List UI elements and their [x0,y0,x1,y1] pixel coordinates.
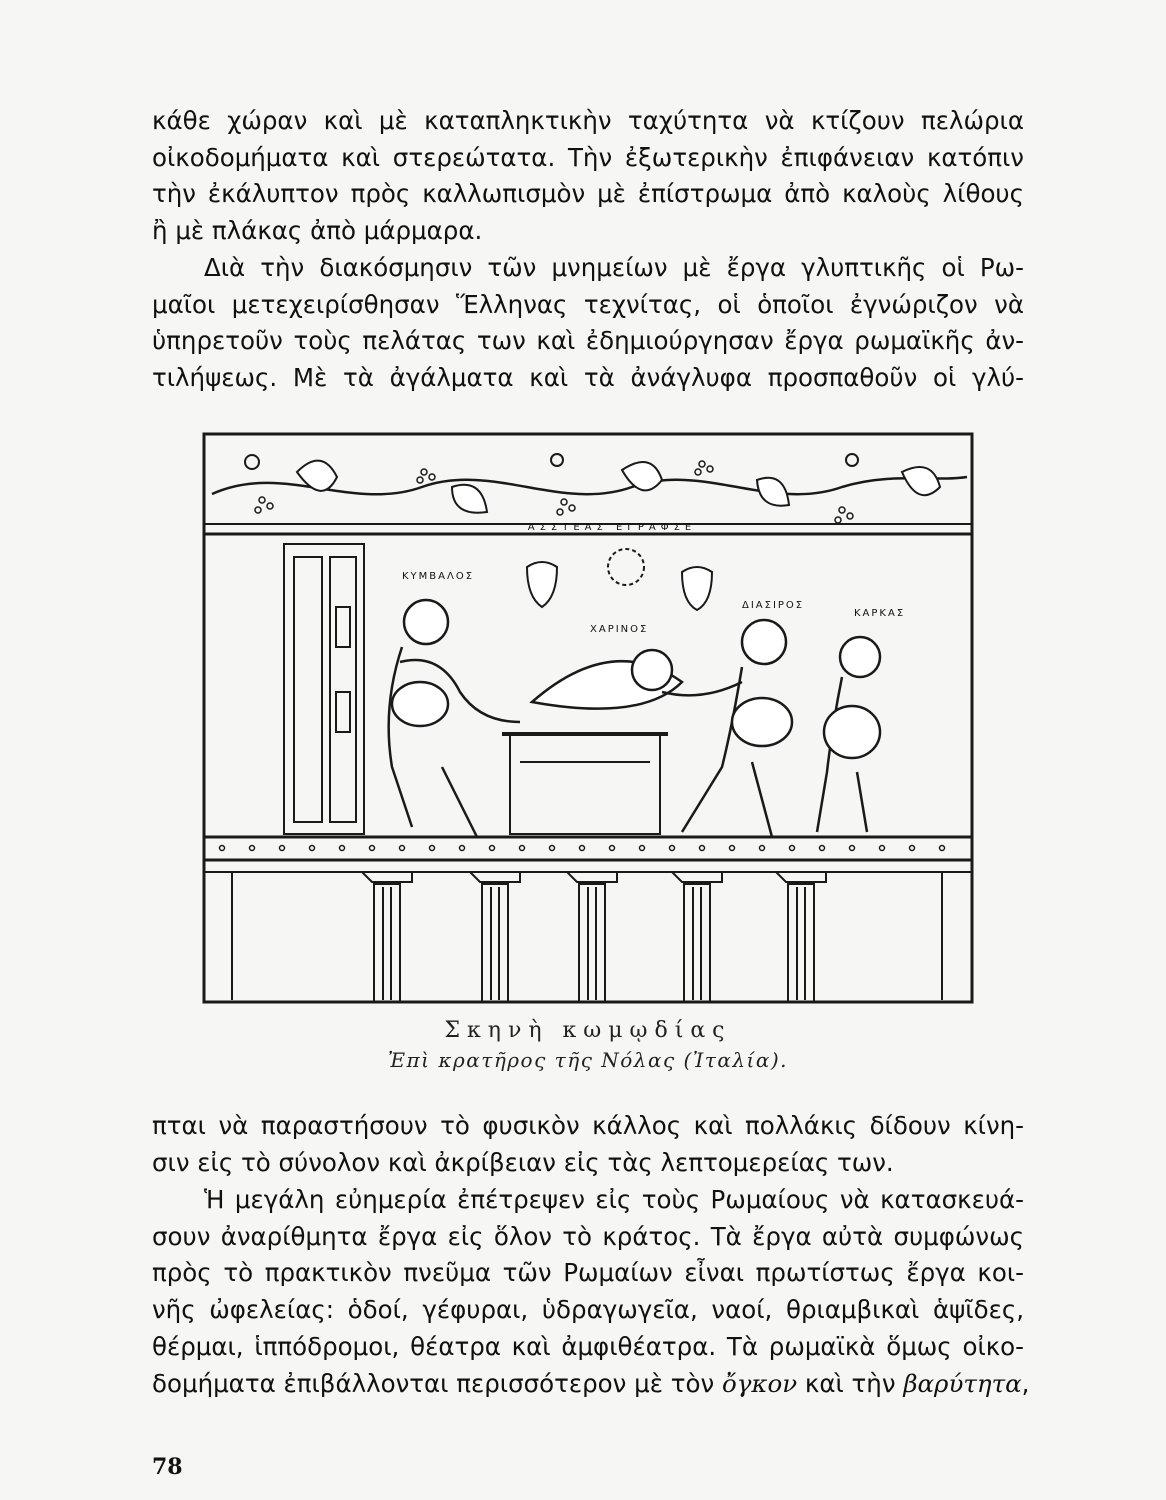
caption-title: Σκηνὴ κωμῳδίας [444,1018,732,1043]
text-segment: δομήματα ἐπιβάλλονται περισσότερον μὲ τὸν [152,1368,715,1398]
text-line: τὴν ἐκάλυπτον πρὸς καλλωπισμὸν μὲ ἐπίστρωμα ἀπὸ καλοὺς λίθους [152,179,1024,209]
stage-columns [362,872,826,1002]
text-line: ὑπηρετοῦν τοὺς πελάτας των καὶ ἐδημιούργησαν ἔργα ρωμαϊκῆς ἀν- [152,326,1024,356]
paragraph-top [152,103,1024,250]
text-line: οἰκοδομήματα καὶ στερεώτατα. Τὴν ἐξωτερικὴν ἐπιφάνειαν κατόπιν [152,142,1024,172]
text-line: πται νὰ παραστήσουν τὸ φυσικὸν κάλλος καὶ πολλάκις δίδουν κίνη- [152,1111,1024,1140]
text-line-last [152,1366,1030,1403]
paragraph-fourth [152,1182,1030,1402]
text-segment: , [1021,1368,1030,1398]
comedy-scene-illustration [202,432,974,1004]
text-line: Ἡ μεγάλη εὐημερία ἐπέτρεψεν εἰς τοὺς Ρωμαίους νὰ κατασκευά- [204,1185,1024,1214]
text-line: μαῖοι μετεχειρίσθησαν Ἕλληνας τεχνίτας, οἱ ὁποῖοι ἐγνώριζον νὰ [152,289,1024,319]
paragraph-second [152,250,1024,397]
text-line: θέρμαι, ἱππόδρομοι, θέατρα καὶ ἀμφιθέατρα. Τὰ ρωμαϊκὰ ὅμως οἰκο- [152,1331,1024,1361]
text-line: πρὸς τὸ πρακτικὸν πνεῦμα τῶν Ρωμαίων εἶναι πρωτίστως ἔργα κοι- [152,1258,1024,1288]
mask-left [527,562,557,607]
text-line: σιν εἰς τὸ σύνολον καὶ ἀκρίβειαν εἰς τὰς λεπτομερείας των. [152,1147,894,1177]
text-line: νῆς ὠφελείας: ὁδοί, γέφυραι, ὑδραγωγεῖα, ναοί, θριαμβικαὶ ἁψῖδες, [152,1295,1024,1325]
actor-figures [389,600,880,837]
wreath [608,549,644,585]
text-line: σουν ἀναρίθμητα ἔργα εἰς ὅλον τὸ κράτος. Τὰ ἔργα αὐτὰ συμφώνως [152,1221,1024,1251]
couch [510,734,660,834]
label-diasiros: ΔΙΑΣΙΡΟΣ [742,600,805,611]
italic-word: βαρύτητα [903,1368,1022,1398]
dot-band [220,846,945,851]
mask-right [682,567,712,610]
inscription-top: ΑΣΣΤΕΑΣ ΕΓΡΑΦΣΕ [527,522,697,533]
label-kymbalos: ΚΥΜΒΑΛΟΣ [402,571,475,582]
text-line: κάθε χώραν καὶ μὲ καταπληκτικὴν ταχύτητα νὰ κτίζουν πελώρια [152,106,1024,135]
label-karkas: ΚΑΡΚΑΣ [854,608,906,619]
text-segment: καὶ τὴν [804,1368,896,1398]
paragraph-third [152,1108,1024,1181]
text-line: Διὰ τὴν διακόσμησιν τῶν μνημείων μὲ ἔργα γλυπτικῆς οἱ Ρω- [204,253,1024,282]
italic-word: ὄγκον [721,1368,798,1398]
caption-subtitle: Ἐπὶ κρατῆρος τῆς Νόλας (Ἰταλία). [387,1048,789,1072]
label-charinos: ΧΑΡΙΝΟΣ [590,624,649,635]
text-line: τιλήψεως. Μὲ τὰ ἀγάλματα καὶ τὰ ἀνάγλυφα προσπαθοῦν οἱ γλύ- [152,363,1024,393]
text-line: ἢ μὲ πλάκας ἀπὸ μάρμαρα. [152,216,483,246]
page-number: 78 [152,1454,183,1480]
stage-door [284,544,364,834]
